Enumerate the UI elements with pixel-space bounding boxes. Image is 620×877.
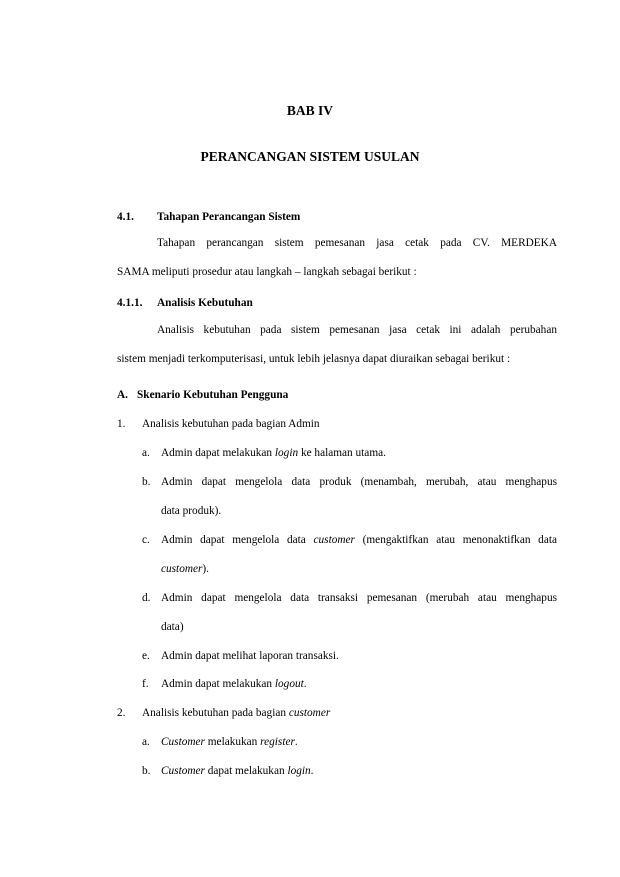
list-letter: c. [142, 534, 150, 546]
list-item: Analisis kebutuhan pada bagian Admin [142, 418, 320, 430]
list-item: Admin dapat melihat laporan transaksi. [161, 650, 339, 662]
subsection-number: 4.1.1. [117, 297, 143, 309]
subsection-label: A. [117, 389, 128, 401]
list-item-continuation: customer). [161, 563, 210, 575]
list-letter: a. [142, 447, 150, 459]
list-item: Admin dapat mengelola data produk (menambah, merubah, atau menghapus [161, 476, 557, 488]
list-letter: f. [142, 678, 149, 690]
subsection-title: Skenario Kebutuhan Pengguna [137, 389, 289, 401]
list-letter: a. [142, 736, 150, 748]
list-letter: d. [142, 592, 151, 604]
list-item-continuation: data) [161, 621, 184, 633]
list-item-continuation: data produk). [161, 505, 222, 517]
section-title: Tahapan Perancangan Sistem [157, 211, 301, 223]
list-number: 2. [117, 707, 126, 719]
list-item: Analisis kebutuhan pada bagian customer [142, 707, 331, 719]
list-letter: b. [142, 765, 151, 777]
subsection-title: Analisis Kebutuhan [157, 297, 253, 309]
list-item: Customer dapat melakukan login. [161, 765, 314, 777]
chapter-title: PERANCANGAN SISTEM USULAN [200, 149, 420, 164]
list-item: Customer melakukan register. [161, 736, 298, 748]
section-number: 4.1. [117, 211, 134, 223]
list-item: Admin dapat melakukan logout. [161, 678, 307, 690]
paragraph-line: Analisis kebutuhan pada sistem pemesanan jasa cetak ini adalah perubahan [157, 324, 557, 336]
list-number: 1. [117, 418, 126, 430]
list-item: Admin dapat mengelola data transaksi pemesanan (merubah atau menghapus [161, 592, 557, 604]
list-letter: e. [142, 650, 150, 662]
chapter-number: BAB IV [286, 103, 334, 118]
paragraph-line: Tahapan perancangan sistem pemesanan jasa cetak pada CV. MERDEKA [157, 237, 557, 249]
paragraph-line: SAMA meliputi prosedur atau langkah – langkah sebagai berikut : [117, 266, 417, 278]
list-item: Admin dapat melakukan login ke halaman utama. [161, 447, 386, 459]
list-letter: b. [142, 476, 151, 488]
paragraph-line: sistem menjadi terkomputerisasi, untuk lebih jelasnya dapat diuraikan sebagai berikut : [117, 353, 511, 365]
list-item: Admin dapat mengelola data customer (mengaktifkan atau menonaktifkan data [161, 534, 557, 546]
